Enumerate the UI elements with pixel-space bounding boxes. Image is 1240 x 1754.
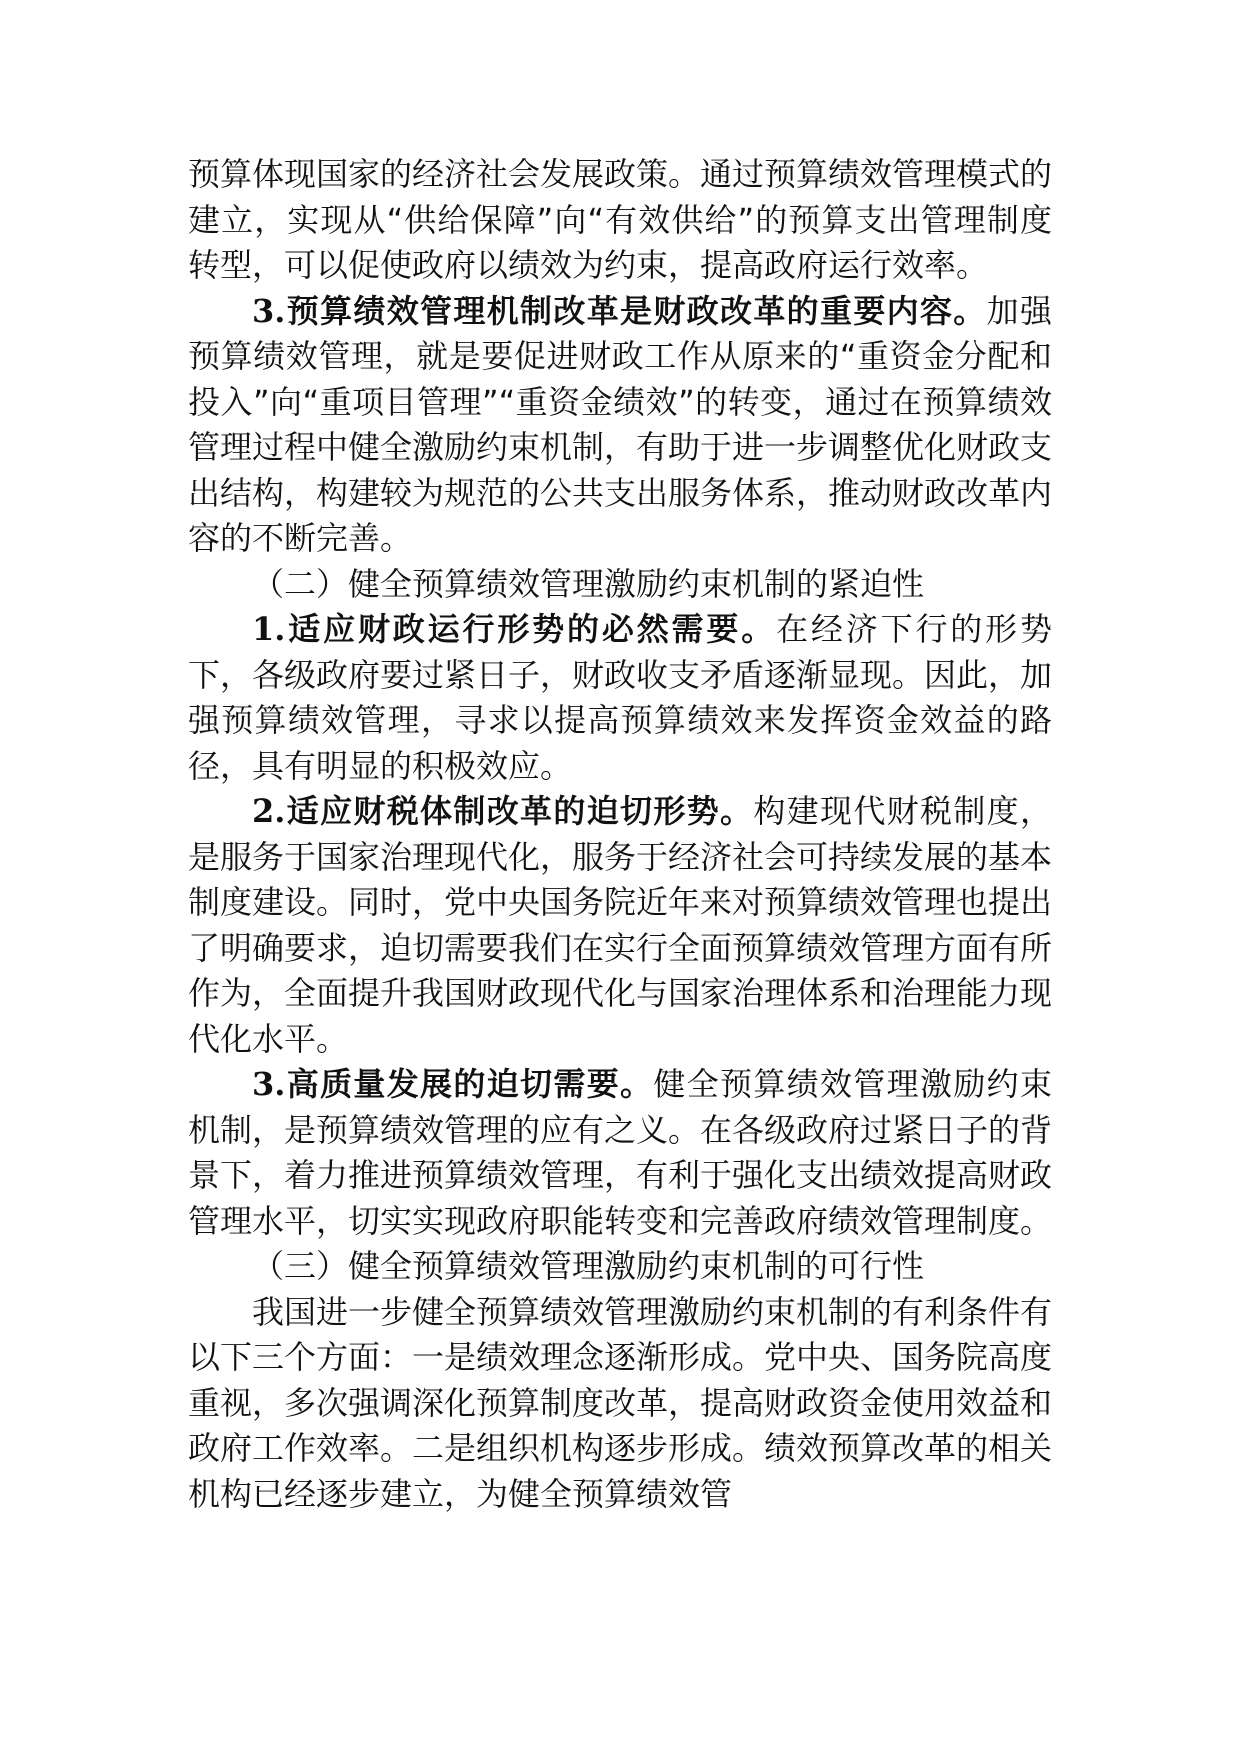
point-heading: 适应财政运行形势的必然需要。	[285, 610, 777, 648]
section-heading-text: （三）健全预算绩效管理激励约束机制的可行性	[252, 1247, 925, 1285]
point-number: 2.	[252, 792, 286, 830]
paragraph-text: 预算体现国家的经济社会发展政策。通过预算绩效管理模式的建立，实现从“供给保障”向“有效供给”的预算支出管理制度转型，可以促使政府以绩效为约束，提高政府运行效率。	[188, 155, 1053, 284]
paragraph-text: 构建现代财税制度，是服务于国家治理现代化，服务于经济社会可持续发展的基本制度建设。同时，党中央国务院近年来对预算绩效管理也提出了明确要求，迫切需要我们在实行全面预算绩效管理方面有所作为，全面提升我国财政现代化与国家治理体系和治理能力现代化水平。	[188, 792, 1053, 1058]
paragraph-point-2-tax	[188, 789, 1052, 1062]
point-heading: 适应财税体制改革的迫切形势。	[285, 792, 754, 830]
paragraph-text: 在经济下行的形势下，各级政府要过紧日子，财政收支矛盾逐渐显现。因此，加强预算绩效管理，寻求以提高预算绩效来发挥资金效益的路径，具有明显的积极效应。	[188, 610, 1053, 785]
section-heading-feasibility	[188, 1244, 1052, 1290]
paragraph-point-3-reform	[188, 289, 1052, 562]
point-number: 3.	[252, 1065, 286, 1103]
paragraph-text: 我国进一步健全预算绩效管理激励约束机制的有利条件有以下三个方面：一是绩效理念逐渐形成。党中央、国务院高度重视，多次强调深化预算制度改革，提高财政资金使用效益和政府工作效率。二是组织机构逐步形成。绩效预算改革的相关机构已经逐步建立，为健全预算绩效管	[188, 1292, 1053, 1513]
paragraph-text: 加强预算绩效管理，就是要促进财政工作从原来的“重资金分配和投入”向“重项目管理”“重资金绩效”的转变，通过在预算绩效管理过程中健全激励约束机制，有助于进一步调整优化财政支出结构，构建较为规范的公共支出服务体系，推动财政改革内容的不断完善。	[188, 291, 1053, 557]
point-number: 3.	[252, 291, 286, 330]
paragraph-point-1-fiscal	[188, 607, 1052, 789]
paragraph-intro	[188, 152, 1052, 289]
point-heading: 预算绩效管理机制改革是财政改革的重要内容。	[285, 291, 987, 330]
point-number: 1.	[252, 610, 286, 648]
paragraph-feasibility-body	[188, 1290, 1052, 1518]
section-heading-urgency	[188, 562, 1052, 608]
document-page	[188, 152, 1052, 1517]
paragraph-point-3-quality	[188, 1062, 1052, 1244]
point-heading: 高质量发展的迫切需要。	[285, 1065, 654, 1103]
paragraph-text: 健全预算绩效管理激励约束机制，是预算绩效管理的应有之义。在各级政府过紧日子的背景下，着力推进预算绩效管理，有利于强化支出绩效提高财政管理水平，切实实现政府职能转变和完善政府绩效管理制度。	[188, 1065, 1053, 1240]
section-heading-text: （二）健全预算绩效管理激励约束机制的紧迫性	[252, 564, 925, 603]
